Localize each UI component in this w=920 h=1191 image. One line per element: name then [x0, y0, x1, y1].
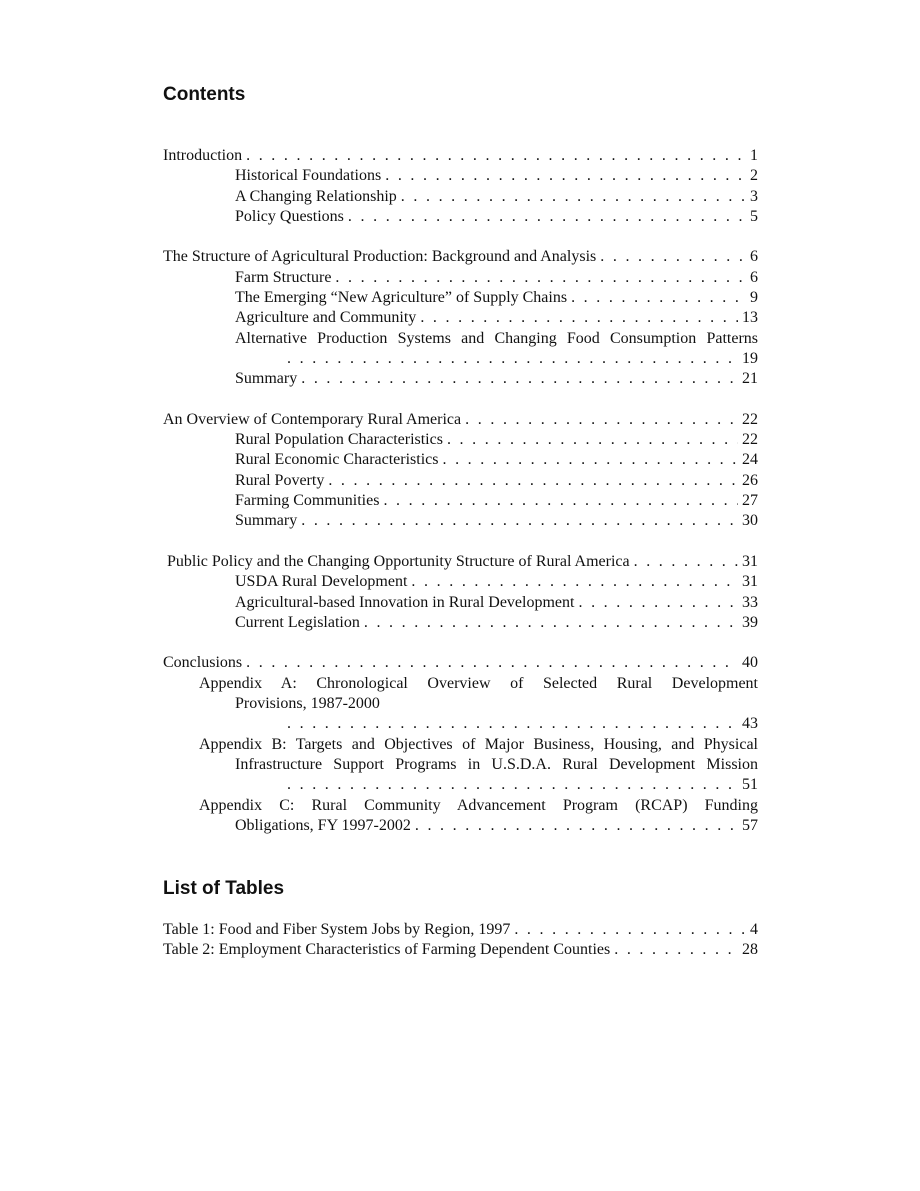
toc-page-number: 2 — [750, 167, 758, 185]
leader-dots — [571, 288, 746, 308]
toc-entry-appendix-b[interactable] — [163, 735, 758, 796]
toc-page-number: 13 — [742, 309, 758, 327]
toc-page-number: 22 — [742, 410, 758, 428]
table-entry-2[interactable] — [163, 940, 758, 960]
toc-dots-line — [199, 775, 758, 795]
toc-title: Summary — [235, 370, 298, 388]
toc-entry-overview[interactable] — [163, 410, 758, 430]
toc-title: A Changing Relationship — [235, 187, 397, 205]
toc-page-number: 30 — [742, 512, 758, 530]
toc-title-line-1: Appendix B: Targets and Objectives of Major Business, Housing, and Physical — [199, 735, 758, 753]
leader-dots — [364, 613, 738, 633]
toc-page-number: 1 — [750, 147, 758, 164]
leader-dots — [411, 572, 738, 592]
toc-title: Agriculture and Community — [235, 309, 417, 327]
toc-title: Public Policy and the Changing Opportunity Structure of Rural America — [167, 552, 630, 570]
toc-title-line-2: Provisions, 1987-2000 — [235, 695, 380, 713]
toc-page-number: 31 — [742, 552, 758, 570]
leader-dots — [401, 187, 746, 207]
toc-title-line-1: Appendix C: Rural Community Advancement Program (RCAP) Funding — [199, 796, 758, 814]
leader-dots — [287, 775, 738, 795]
leader-dots — [578, 593, 738, 613]
toc-title: Agricultural-based Innovation in Rural Development — [235, 593, 575, 611]
spacer — [163, 633, 758, 653]
toc-title: Farming Communities — [235, 492, 380, 510]
toc-title: Rural Population Characteristics — [235, 431, 443, 449]
contents-list — [163, 146, 758, 836]
toc-title: Rural Poverty — [235, 471, 325, 489]
toc-title: Farm Structure — [235, 268, 332, 286]
toc-page-number: 27 — [742, 492, 758, 510]
leader-dots — [465, 410, 738, 430]
toc-title: USDA Rural Development — [235, 573, 408, 591]
leader-dots — [348, 207, 746, 227]
toc-page-number: 3 — [750, 187, 758, 205]
toc-page-number: 26 — [742, 471, 758, 489]
leader-dots — [614, 940, 738, 960]
toc-entry-changing-relationship[interactable] — [163, 187, 758, 207]
toc-page-number: 51 — [742, 776, 758, 794]
table-page-number: 28 — [742, 941, 758, 959]
toc-title: Summary — [235, 512, 298, 530]
toc-title: An Overview of Contemporary Rural America — [163, 410, 462, 428]
contents-heading: Contents — [163, 84, 246, 105]
toc-entry-usda-rural-development[interactable] — [163, 572, 758, 592]
toc-entry-public-policy[interactable] — [163, 552, 758, 572]
leader-dots — [246, 146, 746, 166]
toc-entry-rural-population[interactable] — [163, 430, 758, 450]
leader-dots — [447, 430, 738, 450]
toc-page-number: 57 — [742, 816, 758, 834]
toc-page-number: 6 — [750, 268, 758, 286]
toc-title: Conclusions — [163, 654, 243, 672]
toc-entry-new-agriculture[interactable] — [163, 288, 758, 308]
toc-entry-rural-poverty[interactable] — [163, 471, 758, 491]
tables-list — [163, 920, 758, 961]
toc-page-number: 21 — [742, 370, 758, 388]
toc-title: Historical Foundations — [235, 167, 382, 185]
table-entry-1[interactable] — [163, 920, 758, 940]
leader-dots — [514, 920, 746, 940]
leader-dots — [442, 450, 738, 470]
toc-title: Policy Questions — [235, 207, 344, 225]
toc-page-number: 9 — [750, 289, 758, 307]
toc-page-number: 33 — [742, 593, 758, 611]
leader-dots — [415, 816, 738, 836]
leader-dots — [287, 349, 738, 369]
toc-entry-policy-questions[interactable] — [163, 207, 758, 227]
toc-title: The Structure of Agricultural Production: Background and Analysis — [163, 248, 597, 266]
toc-page-number: 39 — [742, 613, 758, 631]
toc-entry-structure[interactable] — [163, 247, 758, 267]
toc-entry-appendix-c[interactable] — [163, 796, 758, 837]
spacer — [163, 227, 758, 247]
toc-entry-summary-1[interactable] — [163, 369, 758, 389]
toc-entry-farming-communities[interactable] — [163, 491, 758, 511]
toc-page-number: 22 — [742, 431, 758, 449]
toc-page-number: 19 — [742, 349, 758, 367]
toc-title-line-2-row — [199, 816, 758, 836]
toc-entry-farm-structure[interactable] — [163, 268, 758, 288]
toc-title: Alternative Production Systems and Changing Food Consumption Patterns — [235, 329, 758, 347]
toc-entry-agriculture-community[interactable] — [163, 308, 758, 328]
leader-dots — [634, 552, 738, 572]
spacer — [163, 390, 758, 410]
toc-title: Current Legislation — [235, 613, 360, 631]
toc-page-number: 6 — [750, 248, 758, 266]
leader-dots — [420, 308, 738, 328]
toc-page-number: 24 — [742, 451, 758, 469]
toc-entry-current-legislation[interactable] — [163, 613, 758, 633]
toc-dots-line — [199, 714, 758, 734]
spacer — [163, 532, 758, 552]
toc-page-number: 43 — [742, 715, 758, 733]
toc-page-number: 40 — [742, 654, 758, 672]
toc-entry-rural-economic[interactable] — [163, 450, 758, 470]
leader-dots — [385, 166, 746, 186]
toc-entry-appendix-a[interactable] — [163, 674, 758, 735]
leader-dots — [335, 268, 746, 288]
leader-dots — [328, 471, 738, 491]
toc-title: The Emerging “New Agriculture” of Supply Chains — [235, 289, 568, 307]
toc-dots-line — [235, 349, 758, 369]
list-of-tables-heading: List of Tables — [163, 878, 285, 899]
table-title: Table 2: Employment Characteristics of Farming Dependent Counties — [163, 941, 611, 959]
toc-title: Introduction — [163, 147, 243, 164]
toc-page-number: 31 — [742, 573, 758, 591]
toc-entry-conclusions[interactable] — [163, 653, 758, 673]
toc-page-number: 5 — [750, 207, 758, 225]
toc-title-line-1: Appendix A: Chronological Overview of Selected Rural Development — [199, 674, 758, 692]
toc-title-line-2: Infrastructure Support Programs in U.S.D.A. Rural Development Mission — [235, 755, 758, 773]
leader-dots — [246, 653, 738, 673]
toc-title-line-2: Obligations, FY 1997-2002 — [235, 816, 411, 834]
toc-title: Rural Economic Characteristics — [235, 451, 439, 469]
leader-dots — [600, 247, 746, 267]
toc-entry-agricultural-innovation[interactable] — [163, 593, 758, 613]
toc-entry-summary-2[interactable] — [163, 511, 758, 531]
leader-dots — [287, 714, 738, 734]
table-title: Table 1: Food and Fiber System Jobs by Region, 1997 — [163, 921, 511, 938]
leader-dots — [301, 511, 738, 531]
toc-entry-historical-foundations[interactable] — [163, 166, 758, 186]
toc-entry-introduction[interactable] — [163, 146, 758, 166]
toc-entry-alternative-production[interactable] — [163, 329, 758, 370]
table-page-number: 4 — [750, 921, 758, 938]
leader-dots — [301, 369, 738, 389]
leader-dots — [383, 491, 738, 511]
